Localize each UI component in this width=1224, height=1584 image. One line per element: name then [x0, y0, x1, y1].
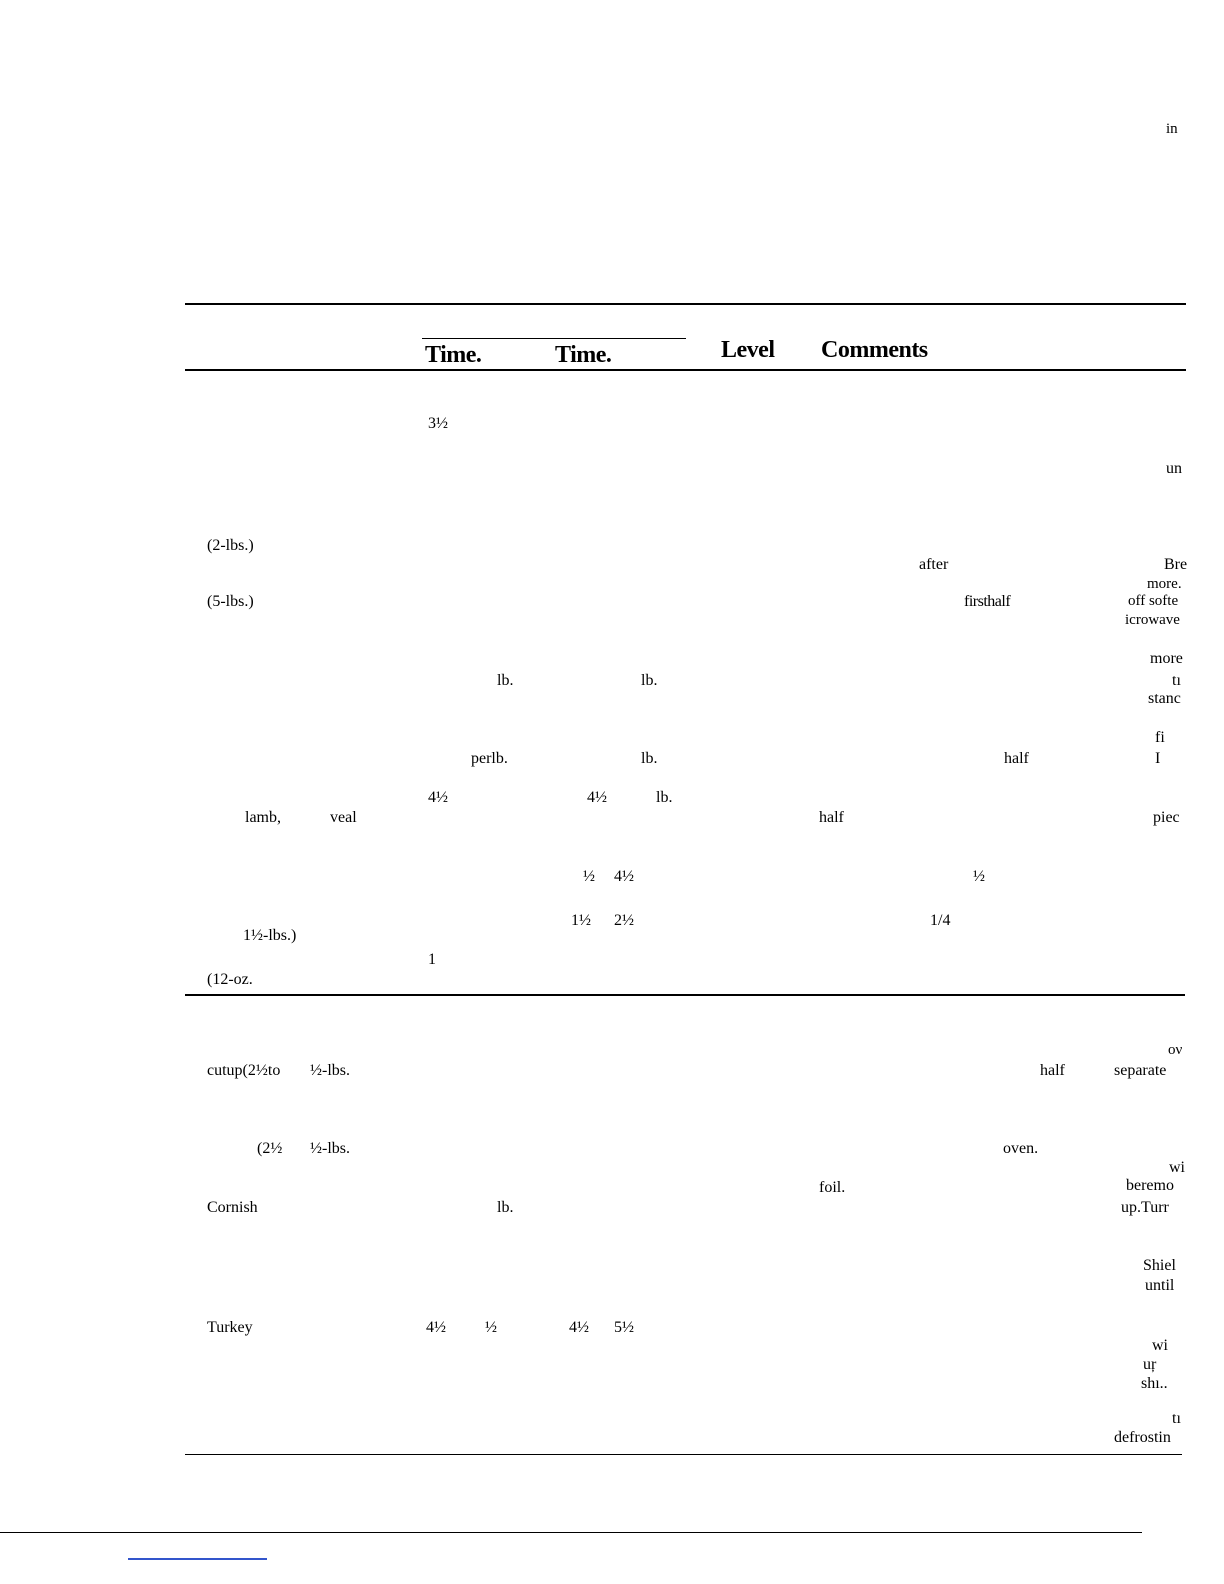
header-level: Level — [721, 337, 775, 363]
header-comments: Comments — [821, 337, 928, 363]
cell-comment-edge: stanc — [1148, 690, 1181, 707]
cell-food: (2-lbs.) — [207, 537, 254, 554]
cell-comment: half — [1040, 1062, 1065, 1079]
cell-comment-edge: until — [1145, 1277, 1175, 1294]
cell-food: ½-lbs. — [310, 1140, 350, 1157]
cell-comment-edge: shı.. — [1141, 1375, 1168, 1392]
cell-comment: half — [1004, 750, 1029, 767]
cell-time-b: 4½ — [614, 868, 634, 885]
header-time-a: Time. — [425, 342, 482, 368]
cell-time-b: ½ — [583, 868, 595, 885]
cell-comment-edge: separate — [1114, 1062, 1167, 1079]
cell-time-b: 2½ — [614, 912, 634, 929]
cell-time-b: lb. — [656, 789, 673, 806]
cell-food: cutup(2½to — [207, 1062, 281, 1079]
cell-time-b: 5½ — [614, 1319, 634, 1336]
cell-time-a: 4½ — [428, 789, 448, 806]
cell-food: (2½ — [257, 1140, 283, 1157]
cell-comment: half — [819, 809, 844, 826]
cell-food: Turkey — [207, 1319, 253, 1336]
cell-comment: firsthalf — [964, 593, 1011, 610]
cell-comment-edge: Bre — [1164, 556, 1188, 573]
cell-food: Cornish — [207, 1199, 258, 1216]
cell-comment: 1/4 — [930, 912, 951, 929]
cell-time-a: ½ — [485, 1319, 497, 1336]
cell-comment-edge: off softe — [1128, 593, 1179, 609]
cell-comment-edge: beremo — [1126, 1177, 1174, 1194]
cell-comment-edge: wi — [1169, 1159, 1185, 1176]
cell-food: 1½-lbs.) — [243, 927, 297, 944]
cell-food: lamb, — [245, 809, 281, 826]
cell-food: (5-lbs.) — [207, 593, 254, 610]
table-top-rule — [185, 303, 1186, 305]
cell-comment-edge: tı — [1172, 1410, 1181, 1427]
cell-food: veal — [330, 809, 357, 826]
header-time-b: Time. — [555, 342, 612, 368]
cell-comment-edge: Shiel — [1143, 1257, 1176, 1274]
section-divider-rule — [185, 994, 1185, 996]
cell-comment-edge: more. — [1147, 576, 1182, 592]
cell-comment-edge: more — [1150, 650, 1183, 667]
cell-comment-edge: defrostin — [1114, 1429, 1171, 1446]
cell-comment: oven. — [1003, 1140, 1039, 1157]
cell-comment-edge: tı — [1172, 672, 1181, 689]
cell-food: ½-lbs. — [310, 1062, 350, 1079]
cell-time-b: 4½ — [569, 1319, 589, 1336]
cell-time-b: 1½ — [571, 912, 591, 929]
page-fragment-text: in — [1166, 121, 1178, 137]
footer-link-underline — [128, 1558, 267, 1560]
cell-time-a: lb. — [497, 1199, 514, 1216]
cell-food: (12-oz. — [207, 971, 253, 988]
cell-time-a: 1 — [428, 951, 436, 968]
cell-time-b: 4½ — [587, 789, 607, 806]
cell-comment-edge: oν — [1168, 1042, 1183, 1058]
cell-comment: after — [919, 556, 949, 573]
cell-comment-edge: I — [1155, 750, 1161, 767]
cell-comment-edge: uŗ — [1143, 1356, 1157, 1373]
cell-time-a: perlb. — [471, 750, 508, 767]
cell-comment-edge: fi — [1155, 729, 1165, 746]
cell-comment: ½ — [973, 868, 985, 885]
footer-rule — [0, 1532, 1142, 1533]
cell-comment-edge: piec — [1153, 809, 1180, 826]
cell-time-a: lb. — [497, 672, 514, 689]
cell-comment-edge: wi — [1152, 1337, 1168, 1354]
cell-time-a: 4½ — [426, 1319, 446, 1336]
cell-time-b: lb. — [641, 750, 658, 767]
cell-comment-edge: up.Turr — [1121, 1199, 1169, 1216]
cell-comment-edge: icrowave — [1125, 612, 1180, 628]
cell-comment-edge: un — [1166, 460, 1182, 477]
header-span-rule — [422, 338, 686, 339]
cell-time-a: 3½ — [428, 415, 448, 432]
header-bottom-rule — [185, 369, 1186, 371]
cell-time-b: lb. — [641, 672, 658, 689]
table-bottom-rule — [185, 1454, 1182, 1455]
cell-comment: foil. — [819, 1179, 846, 1196]
